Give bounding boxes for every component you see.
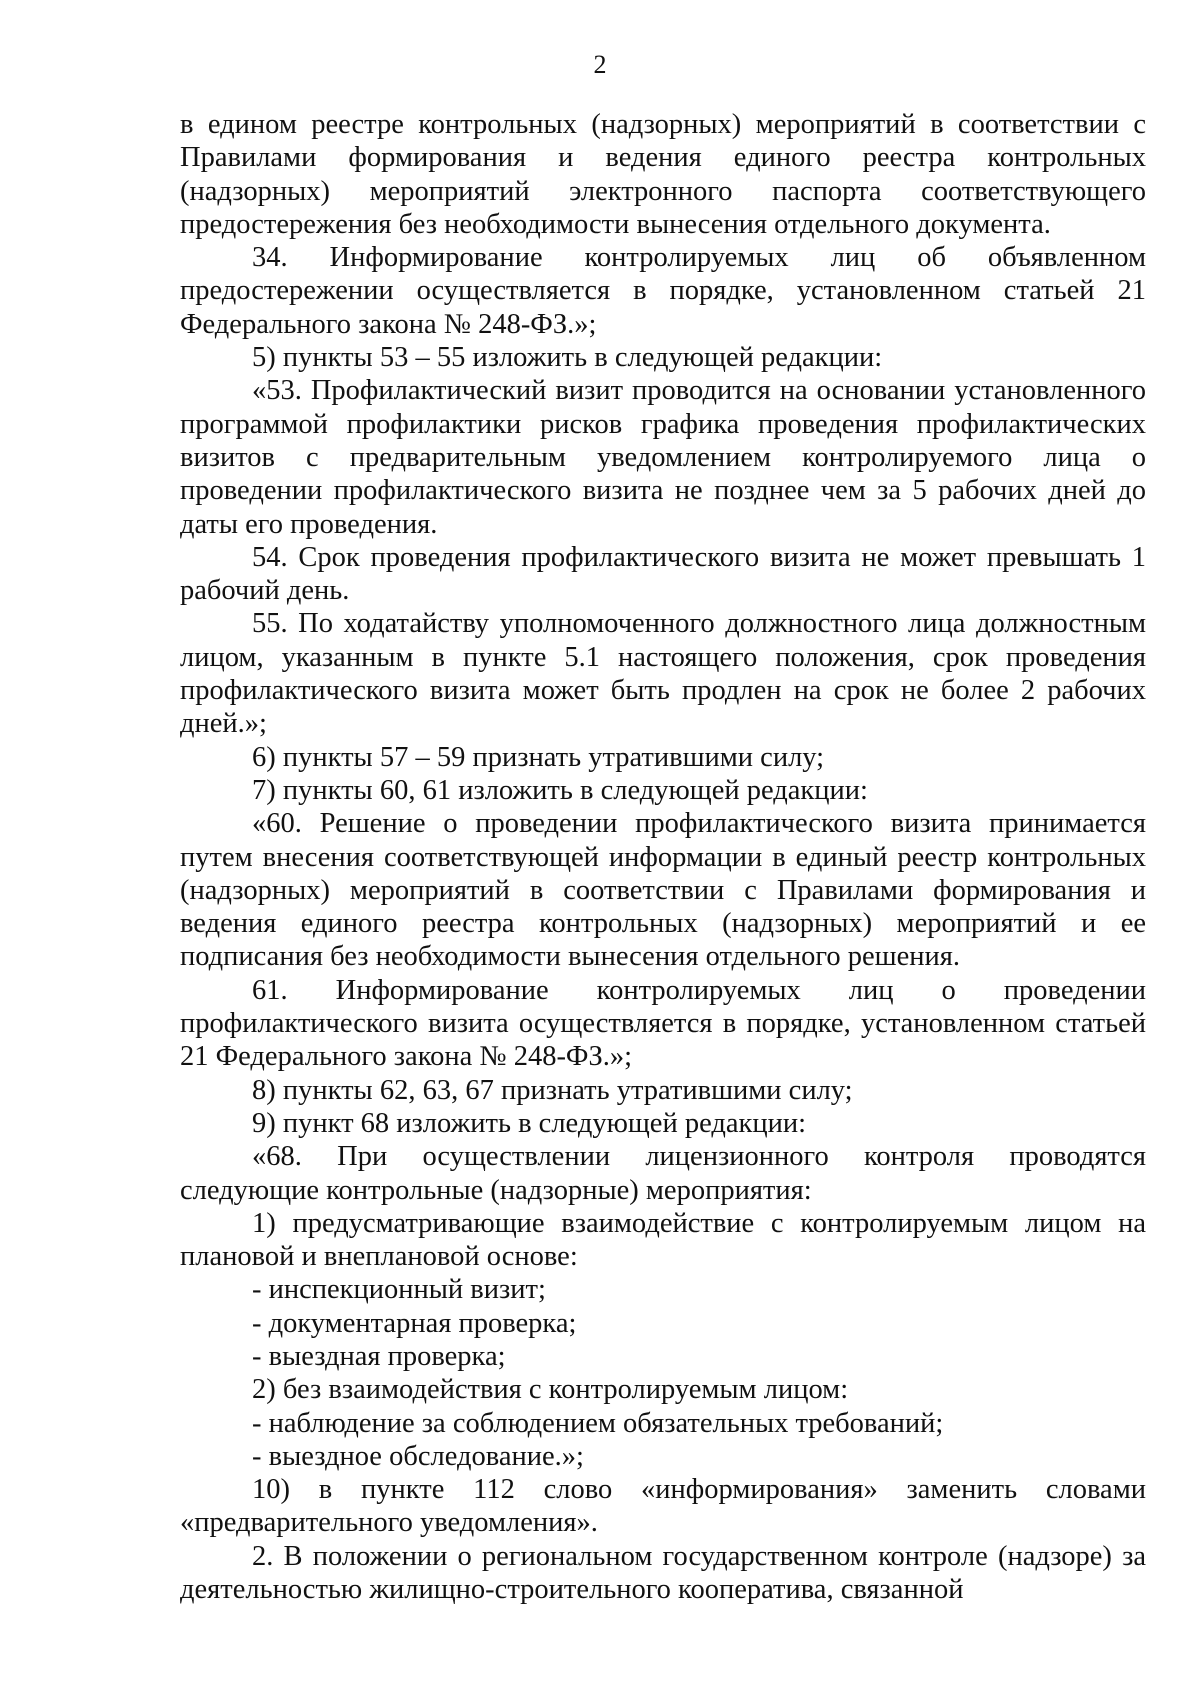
list-item: - инспекционный визит; [252, 1274, 546, 1306]
list-item: - выездная проверка; [252, 1340, 506, 1372]
paragraph: 54. Срок проведения профилактического визита не может превышать 1 рабочий день. [180, 541, 1146, 607]
paragraph: 61. Информирование контролируемых лиц о проведении профилактического визита осуществляется в порядке, установленном статьей 21 Федерального закона № 248-ФЗ.»; [180, 974, 1146, 1073]
paragraph: 10) в пункте 112 слово «информирования» заменить словами «предварительного уведомления». [180, 1474, 1146, 1539]
paragraph: 8) пункты 62, 63, 67 признать утратившими силу; [252, 1074, 853, 1106]
document-body [180, 108, 1146, 1606]
paragraph: 7) пункты 60, 61 изложить в следующей редакции: [252, 774, 868, 806]
list-item: - наблюдение за соблюдением обязательных требований; [252, 1407, 944, 1439]
page-number: 2 [593, 50, 607, 79]
paragraph: 55. По ходатайству уполномоченного должностного лица должностным лицом, указанным в пункте 5.1 настоящего положения, срок проведения профилактического визита может быть продлен на срок не более 2 рабочих дней.»; [180, 608, 1146, 740]
paragraph: «60. Решение о проведении профилактического визита принимается путем внесения соответствующей информации в единый реестр контрольных (надзорных) мероприятий в соответствии с Правилами формирования и ведения единого реестра контрольных (надзорных) мероприятий и ее подписания без необходимости вынесения отдельного решения. [180, 808, 1146, 973]
paragraph: «68. При осуществлении лицензионного контроля проводятся следующие контрольные (надзорные) мероприятия: [180, 1141, 1146, 1206]
paragraph: 1) предусматривающие взаимодействие с контролируемым лицом на плановой и внеплановой основе: [180, 1207, 1146, 1273]
list-item: - выездное обследование.»; [252, 1440, 584, 1472]
paragraph: 34. Информирование контролируемых лиц об объявленном предостережении осуществляется в порядке, установленном статьей 21 Федерального закона № 248-ФЗ.»; [180, 242, 1146, 340]
paragraph: 5) пункты 53 – 55 изложить в следующей редакции: [252, 342, 883, 374]
paragraph: в едином реестре контрольных (надзорных) мероприятий в соответствии с Правилами формирования и ведения единого реестра контрольных (надзорных) мероприятий электронного паспорта соответствующего предостережения без необходимости вынесения отдельного документа. [180, 109, 1146, 240]
paragraph: «53. Профилактический визит проводится на основании установленного программой профилактики рисков графика проведения профилактических визитов с предварительным уведомлением контролируемого лица о проведении профилактического визита не позднее чем за 5 рабочих дней до даты его проведения. [180, 375, 1146, 540]
paragraph: 2. В положении о региональном государственном контроле (надзоре) за деятельностью жилищно-строительного кооператива, связанной [180, 1540, 1146, 1606]
paragraph: 9) пункт 68 изложить в следующей редакции: [252, 1107, 807, 1139]
paragraph: 2) без взаимодействия с контролируемым лицом: [252, 1374, 849, 1406]
list-item: - документарная проверка; [252, 1307, 577, 1339]
paragraph: 6) пункты 57 – 59 признать утратившими силу; [252, 741, 825, 773]
